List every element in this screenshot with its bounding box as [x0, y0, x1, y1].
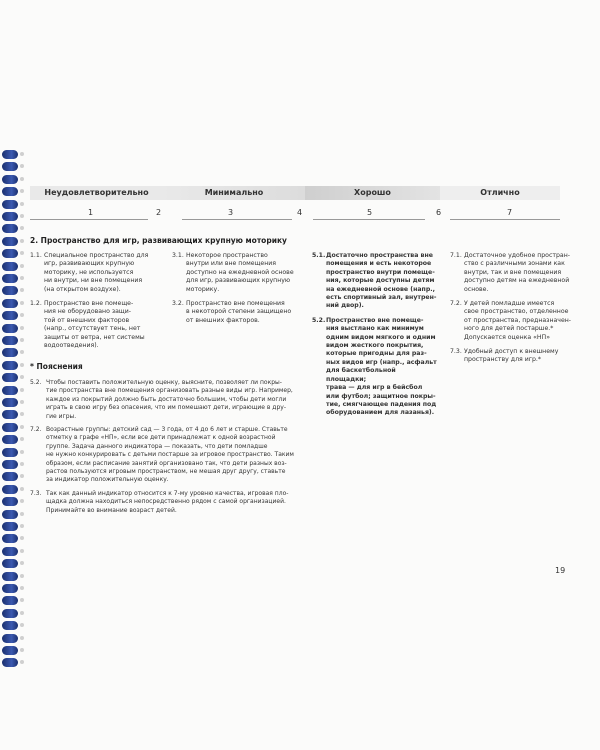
indicator-number: 3.1.	[172, 252, 184, 259]
binding-hole	[20, 437, 24, 441]
binding-hole	[20, 636, 24, 640]
binding-hole	[20, 251, 24, 255]
section-title: 2. Пространство для игр, развивающих крупную моторику	[30, 236, 287, 245]
scale-number: 1	[88, 208, 94, 217]
binding-hole	[20, 512, 24, 516]
binding-hole	[20, 425, 24, 429]
scale-number: 2	[156, 208, 162, 217]
column-3	[172, 252, 302, 331]
spiral-ring	[2, 634, 18, 643]
indicator-number: 7.1.	[450, 252, 462, 259]
spiral-ring	[2, 547, 18, 556]
spiral-ring	[2, 336, 18, 345]
indicator-item	[30, 252, 155, 294]
spiral-ring	[2, 522, 18, 531]
scale-number: 3	[228, 208, 234, 217]
indicator-text: Удобный доступ к внешнему пространству для игр.*	[464, 348, 559, 364]
spiral-ring	[2, 212, 18, 221]
note-text: Так как данный индикатор относится к 7-му уровню качества, игровая пло- щадка должна находиться непосредственно рядом с самой организацией. Принимайте во внимание возраст детей.	[46, 489, 289, 514]
binding-hole	[20, 301, 24, 305]
spiral-ring	[2, 175, 18, 184]
binding-hole	[20, 586, 24, 590]
indicator-number: 7.3.	[450, 348, 462, 356]
binding-hole	[20, 152, 24, 156]
binding-hole	[20, 313, 24, 317]
spiral-ring	[2, 348, 18, 357]
indicator-item	[172, 300, 302, 325]
spiral-ring	[2, 311, 18, 320]
note-item	[30, 426, 320, 485]
indicator-item	[450, 348, 575, 365]
spiral-ring	[2, 237, 18, 246]
note-text: Возрастные группы: детский сад — 3 года, от 4 до 6 лет и старше. Ставьте отметку в графе «НП», если все дети принадлежат к одной возрастной группе. Задача данного индикатора — показать, что дети помладше не нужно конкурировать с детьми постарше за игровое пространство. Таким образом, если расписание занятий организовано так, что дети разных воз- растов пользуются игровым пространством, не мешая друг другу, ставьте за индикатор положительную оценку.	[46, 426, 294, 484]
spiral-ring	[2, 485, 18, 494]
spiral-ring	[2, 262, 18, 271]
notes-title: * Пояснения	[30, 362, 83, 371]
column-7	[450, 252, 575, 371]
binding-hole	[20, 623, 24, 627]
indicator-text: Пространство вне помещения в некоторой степени защищено от внешних факторов.	[186, 300, 292, 324]
binding-hole	[20, 549, 24, 553]
binding-hole	[20, 561, 24, 565]
binding-hole	[20, 450, 24, 454]
binding-hole	[20, 288, 24, 292]
indicator-item	[450, 252, 575, 294]
note-item	[30, 490, 320, 515]
indicator-item	[312, 252, 437, 311]
spiral-ring	[2, 497, 18, 506]
binding-hole	[20, 338, 24, 342]
scale-underline	[313, 219, 425, 220]
spiral-ring	[2, 274, 18, 283]
binding-hole	[20, 412, 24, 416]
indicator-text: Некоторое пространство внутри или вне помещения доступно на ежедневной основе для игр, развивающих крупную моторику.	[186, 252, 294, 293]
notes-section	[30, 379, 320, 520]
binding-hole	[20, 363, 24, 367]
binding-hole	[20, 177, 24, 181]
column-5	[312, 252, 437, 424]
column-1	[30, 252, 155, 356]
spiral-ring	[2, 584, 18, 593]
binding-hole	[20, 487, 24, 491]
spiral-ring	[2, 510, 18, 519]
spiral-ring	[2, 448, 18, 457]
binding-hole	[20, 375, 24, 379]
indicator-number: 7.2.	[450, 300, 462, 308]
binding-hole	[20, 326, 24, 330]
indicator-text: Достаточное удобное простран- ство с различными зонами как внутри, так и вне помещения доступно детям на ежедневной основе.	[464, 252, 570, 293]
scale-label-minimal: Минимально	[163, 186, 305, 200]
spiral-ring	[2, 423, 18, 432]
indicator-number: 1.2.	[30, 300, 42, 308]
indicator-number: 3.2.	[172, 300, 184, 308]
spiral-ring	[2, 398, 18, 407]
spiral-ring	[2, 324, 18, 333]
spiral-ring	[2, 559, 18, 568]
scale-underline	[450, 219, 560, 220]
scale-number: 4	[297, 208, 303, 217]
indicator-number: 5.1.	[312, 252, 326, 259]
spiral-ring	[2, 410, 18, 419]
note-item	[30, 379, 320, 421]
indicator-text: Специальное пространство для игр, развивающих крупную моторику, не используется ни внутри, ни вне помещения (на открытом воздухе).	[44, 252, 149, 293]
binding-hole	[20, 611, 24, 615]
rating-scale	[30, 186, 560, 230]
spiral-ring	[2, 224, 18, 233]
indicator-item	[30, 300, 155, 350]
indicator-number: 5.2.	[312, 316, 326, 324]
binding-hole	[20, 598, 24, 602]
indicator-item	[450, 300, 575, 342]
binding-hole	[20, 474, 24, 478]
note-text: Чтобы поставить положительную оценку, выясните, позволяет ли покры- тие пространства вне помещения организовать разные виды игр. Например, каждое из покрытий должно быть достаточно большим, чтобы дети могли играть в свою игру без опасения, что им помешают дети, играющие в дру- гие игры.	[46, 379, 293, 420]
spiral-ring	[2, 361, 18, 370]
binding-hole	[20, 499, 24, 503]
scale-underline	[30, 219, 148, 220]
spiral-ring	[2, 646, 18, 655]
spiral-ring	[2, 162, 18, 171]
binding-hole	[20, 239, 24, 243]
binding-hole	[20, 189, 24, 193]
binding-hole	[20, 574, 24, 578]
binding-hole	[20, 350, 24, 354]
spiral-ring	[2, 373, 18, 382]
spiral-ring	[2, 187, 18, 196]
binding-hole	[20, 276, 24, 280]
note-number: 7.3.	[30, 489, 42, 497]
binding-hole	[20, 648, 24, 652]
spiral-ring	[2, 472, 18, 481]
spiral-ring	[2, 435, 18, 444]
indicator-number: 1.1.	[30, 252, 42, 259]
binding-hole	[20, 264, 24, 268]
binding-hole	[20, 214, 24, 218]
spiral-ring	[2, 299, 18, 308]
spiral-ring	[2, 658, 18, 667]
binding-hole	[20, 524, 24, 528]
page-number: 19	[555, 566, 566, 575]
indicator-text: Пространство вне помеще- ния выстлано как минимум одним видом мягкого и одним видом жесткого покрытия, которые пригодны для раз- ных видов игр (напр., асфальт для баскетбольной площадки; трава — для игр в бейсбол или футбол; защитное покры- тие, смягчающее падения под оборудованием для лазанья).	[326, 316, 437, 417]
note-number: 7.2.	[30, 426, 42, 434]
scale-underline	[182, 219, 292, 220]
binding-hole	[20, 164, 24, 168]
indicator-text: Пространство вне помеще- ния не оборудовано защи- той от внешних факторов (напр., отсутствует тень, нет защиты от ветра, нет системы водоотведения).	[44, 300, 145, 350]
indicator-text: Достаточно пространства вне помещения и есть некоторое пространство внутри помеще- ния, которые доступны детям на ежедневной основе (напр., есть спортивный зал, внутрен- ний двор).	[326, 252, 437, 310]
indicator-item	[312, 317, 437, 418]
spiral-ring	[2, 286, 18, 295]
binding-hole	[20, 202, 24, 206]
spiral-ring	[2, 621, 18, 630]
spiral-binding	[0, 150, 22, 670]
binding-hole	[20, 462, 24, 466]
indicator-text: У детей помладше имеется свое пространство, отделенное от пространства, предназначен- ного для детей постарше.* Допускается оценка «НП»	[464, 300, 572, 341]
scale-label-unsatisfactory: Неудовлетворительно	[30, 186, 163, 200]
binding-hole	[20, 388, 24, 392]
spiral-ring	[2, 249, 18, 258]
spiral-ring	[2, 386, 18, 395]
spiral-ring	[2, 200, 18, 209]
spiral-ring	[2, 596, 18, 605]
indicator-item	[172, 252, 302, 294]
binding-hole	[20, 400, 24, 404]
spiral-ring	[2, 534, 18, 543]
scale-label-excellent: Отлично	[440, 186, 560, 200]
note-number: 5.2.	[30, 379, 42, 386]
scale-number: 7	[507, 208, 513, 217]
spiral-ring	[2, 150, 18, 159]
spiral-ring	[2, 609, 18, 618]
binding-hole	[20, 536, 24, 540]
scale-label-good: Хорошо	[305, 186, 440, 200]
scale-number: 5	[367, 208, 373, 217]
spiral-ring	[2, 572, 18, 581]
binding-hole	[20, 660, 24, 664]
scale-number: 6	[436, 208, 442, 217]
spiral-ring	[2, 460, 18, 469]
binding-hole	[20, 226, 24, 230]
